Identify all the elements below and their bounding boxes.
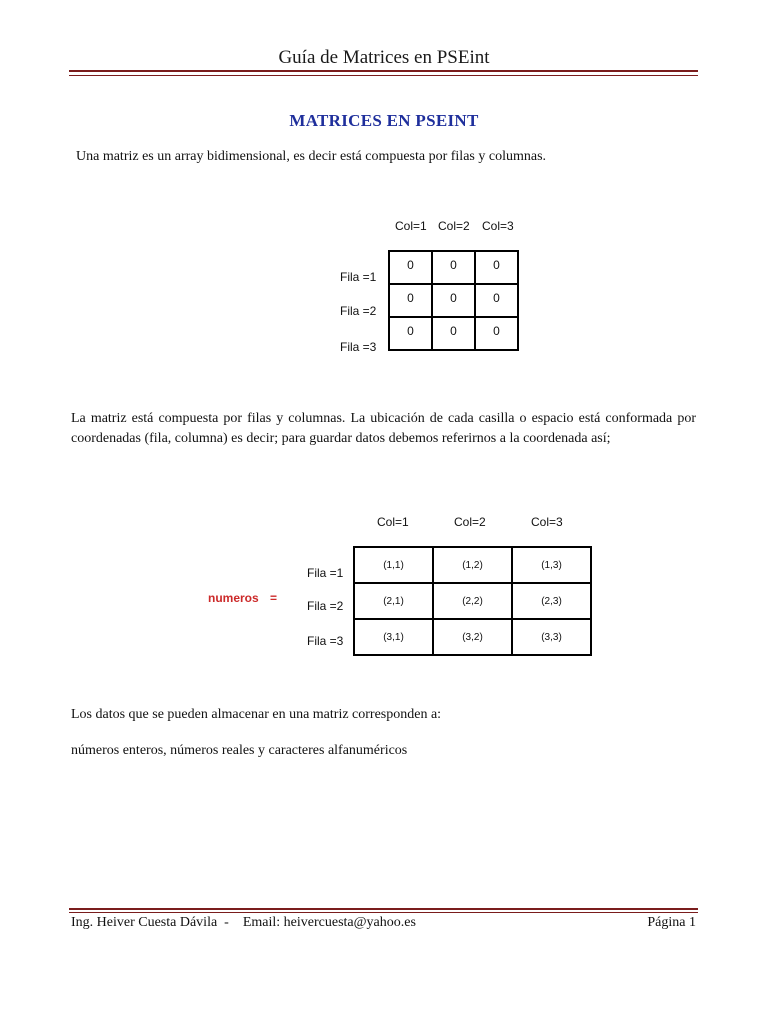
matrix2-cell: (1,3) [512, 547, 591, 583]
matrix2-row-label: Fila =1 [307, 566, 344, 580]
matrix2-cell: (2,3) [512, 583, 591, 619]
header-rule-top [69, 70, 698, 72]
intro-paragraph: Una matriz es un array bidimensional, es decir está compuesta por filas y columnas. [76, 149, 547, 164]
matrix1-cell: 0 [389, 251, 432, 284]
table-row [354, 583, 591, 619]
matrix2-cell: (2,2) [433, 583, 512, 619]
matrix1-cell: 0 [475, 284, 518, 317]
footer-page-number: Página 1 [647, 915, 696, 930]
coordinates-paragraph: La matriz está compuesta por filas y columnas. La ubicación de cada casilla o espacio está conformada por coordenadas (fila, columna) es decir; para guardar datos debemos referirnos a la coordenada así; [71, 411, 696, 446]
matrix1-cell: 0 [389, 284, 432, 317]
matrix1-cell: 0 [432, 317, 475, 350]
matrix1-col-label: Col=1 [395, 219, 427, 233]
matrix2-col-label: Col=1 [377, 515, 409, 529]
matrix2-cell: (1,1) [354, 547, 433, 583]
header-rule-bottom [69, 75, 698, 76]
matrix2-cell: (1,2) [433, 547, 512, 583]
matrix1-row-label: Fila =2 [340, 304, 377, 318]
matrix2-grid [353, 546, 592, 656]
footer-rule-bottom [69, 912, 698, 913]
table-row [389, 251, 518, 284]
matrix2-cell: (3,1) [354, 619, 433, 655]
table-row [354, 619, 591, 655]
matrix2-row-label: Fila =3 [307, 634, 344, 648]
matrix2-col-label: Col=2 [454, 515, 486, 529]
matrix2-cell: (2,1) [354, 583, 433, 619]
table-row [354, 547, 591, 583]
matrix2-row-label: Fila =2 [307, 599, 344, 613]
matrix1-cell: 0 [475, 317, 518, 350]
data-types-intro: Los datos que se pueden almacenar en una matriz corresponden a: [71, 707, 442, 722]
matrix1-col-label: Col=2 [438, 219, 470, 233]
data-types-list: números enteros, números reales y caracteres alfanuméricos [71, 743, 408, 758]
matrix2-col-label: Col=3 [531, 515, 563, 529]
header-title: Guía de Matrices en PSEint [278, 47, 490, 68]
footer-author: Ing. Heiver Cuesta Dávila - Email: heivercuesta@yahoo.es [71, 915, 416, 930]
matrix-name-label: numeros [208, 591, 259, 605]
matrix2-cell: (3,2) [433, 619, 512, 655]
matrix2-cell: (3,3) [512, 619, 591, 655]
matrix1-row-label: Fila =3 [340, 340, 377, 354]
matrix1-cell: 0 [432, 251, 475, 284]
matrix-equals-sign: = [270, 591, 278, 605]
matrix1-row-label: Fila =1 [340, 270, 377, 284]
table-row [389, 284, 518, 317]
matrix1-cell: 0 [432, 284, 475, 317]
matrix1-grid [388, 250, 519, 351]
document-title: MATRICES EN PSEINT [289, 111, 479, 130]
matrix1-col-label: Col=3 [482, 219, 514, 233]
matrix1-cell: 0 [475, 251, 518, 284]
table-row [389, 317, 518, 350]
footer-rule-top [69, 908, 698, 910]
matrix1-cell: 0 [389, 317, 432, 350]
